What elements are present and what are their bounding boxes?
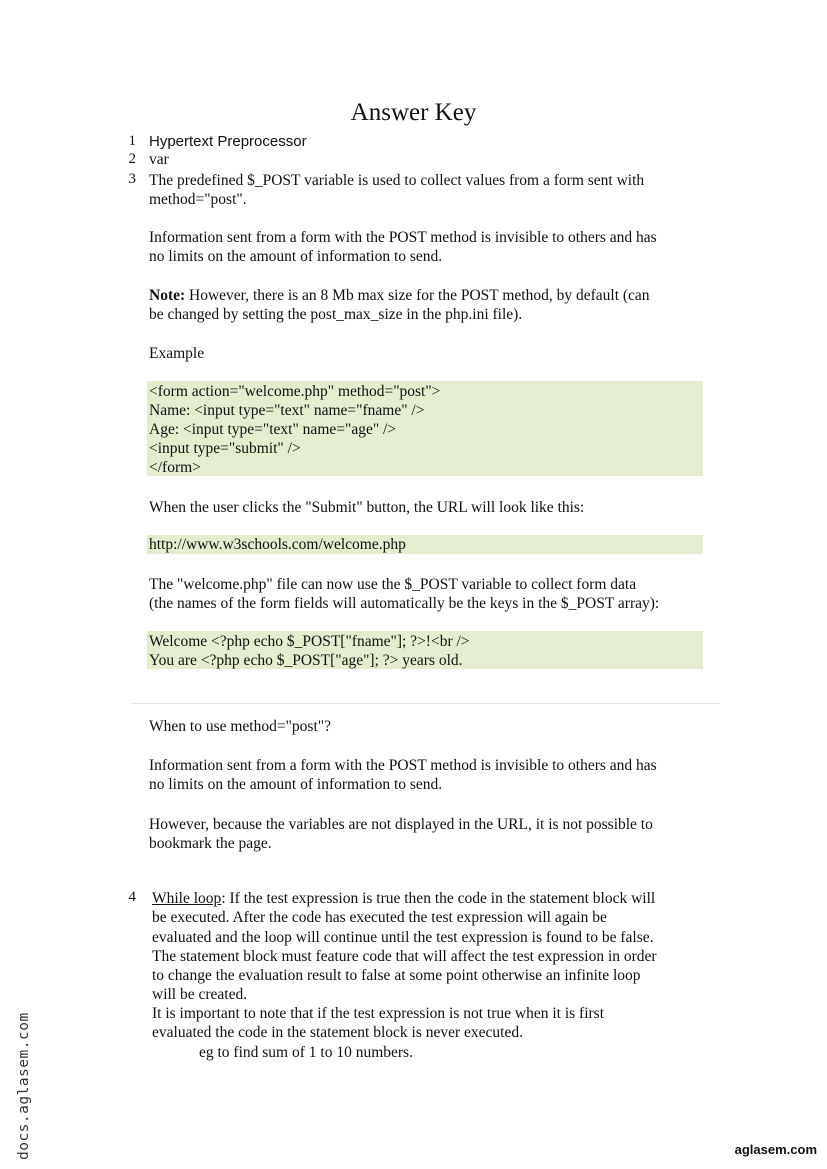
bookmark-line: However, because the variables are not displayed in the URL, it is not possible to: [149, 816, 653, 833]
code-line: Name: <input type="text" name="fname" />: [149, 402, 425, 419]
answer-3-info-line: Information sent from a form with the POST method is invisible to others and has: [149, 229, 657, 246]
code-line: Age: <input type="text" name="age" />: [149, 421, 397, 438]
form-code-block: [147, 381, 703, 476]
answer-3-note-line: be changed by setting the post_max_size in the php.ini file).: [149, 306, 523, 323]
php-code-block: [147, 631, 703, 669]
code-line: <input type="submit" />: [149, 440, 301, 457]
answer-4-line: It is important to note that if the test expression is not true when it is first: [152, 1005, 605, 1022]
code-line: You are <?php echo $_POST["age"]; ?> years old.: [149, 652, 463, 669]
answer-number-2: 2: [128, 151, 136, 167]
corner-watermark: aglasem.com: [734, 1142, 817, 1157]
answer-4-text: : If the test expression is true then the code in the statement block will: [221, 890, 656, 907]
url-text: http://www.w3schools.com/welcome.php: [149, 536, 406, 553]
code-line: Welcome <?php echo $_POST["fname"]; ?>!<br />: [149, 633, 470, 650]
answer-3-intro-line: The predefined $_POST variable is used to collect values from a form sent with: [149, 172, 645, 189]
answer-4-line: evaluated and the loop will continue until the test expression is found to be false.: [152, 929, 654, 946]
answer-number-1: 1: [128, 133, 136, 149]
answer-4-line: will be created.: [152, 986, 248, 1003]
answer-4-line: [152, 889, 655, 908]
when-heading: When to use method="post"?: [149, 718, 331, 735]
while-loop-term: While loop: [152, 890, 222, 907]
note-label: Note:: [149, 287, 186, 304]
note-text: However, there is an 8 Mb max size for the POST method, by default (can: [185, 287, 650, 304]
answer-3-intro-line: method="post".: [149, 191, 247, 208]
answer-4-line: The statement block must feature code that will affect the test expression in order: [152, 948, 657, 965]
answer-1-text: Hypertext Preprocessor: [149, 133, 307, 150]
answer-3-note-line: [149, 286, 650, 305]
answer-3-info-line: no limits on the amount of information to send.: [149, 248, 443, 265]
url-code-block: [147, 535, 703, 554]
answer-4-example: eg to find sum of 1 to 10 numbers.: [199, 1044, 413, 1061]
answer-4-line: be executed. After the code has executed the test expression will again be: [152, 909, 607, 926]
code-line: </form>: [149, 459, 201, 476]
welcome-text-line: (the names of the form fields will automatically be the keys in the $_POST array):: [149, 595, 660, 612]
submit-text: When the user clicks the "Submit" button, the URL will look like this:: [149, 499, 585, 516]
page-title: Answer Key: [350, 99, 477, 126]
answer-2-text: var: [149, 151, 169, 168]
answer-4-line: to change the evaluation result to false at some point otherwise an infinite loop: [152, 967, 641, 984]
section-divider: [131, 703, 719, 704]
welcome-text-line: The "welcome.php" file can now use the $_POST variable to collect form data: [149, 576, 637, 593]
code-line: <form action="welcome.php" method="post">: [149, 383, 441, 400]
side-watermark: docs.aglasem.com: [16, 1012, 32, 1160]
bookmark-line: bookmark the page.: [149, 835, 272, 852]
answer-number-4: 4: [128, 889, 136, 905]
example-label: Example: [149, 345, 205, 362]
when-info-line: no limits on the amount of information to send.: [149, 776, 443, 793]
answer-number-3: 3: [128, 171, 136, 187]
answer-4-line: evaluated the code in the statement block is never executed.: [152, 1024, 523, 1041]
when-info-line: Information sent from a form with the POST method is invisible to others and has: [149, 757, 657, 774]
